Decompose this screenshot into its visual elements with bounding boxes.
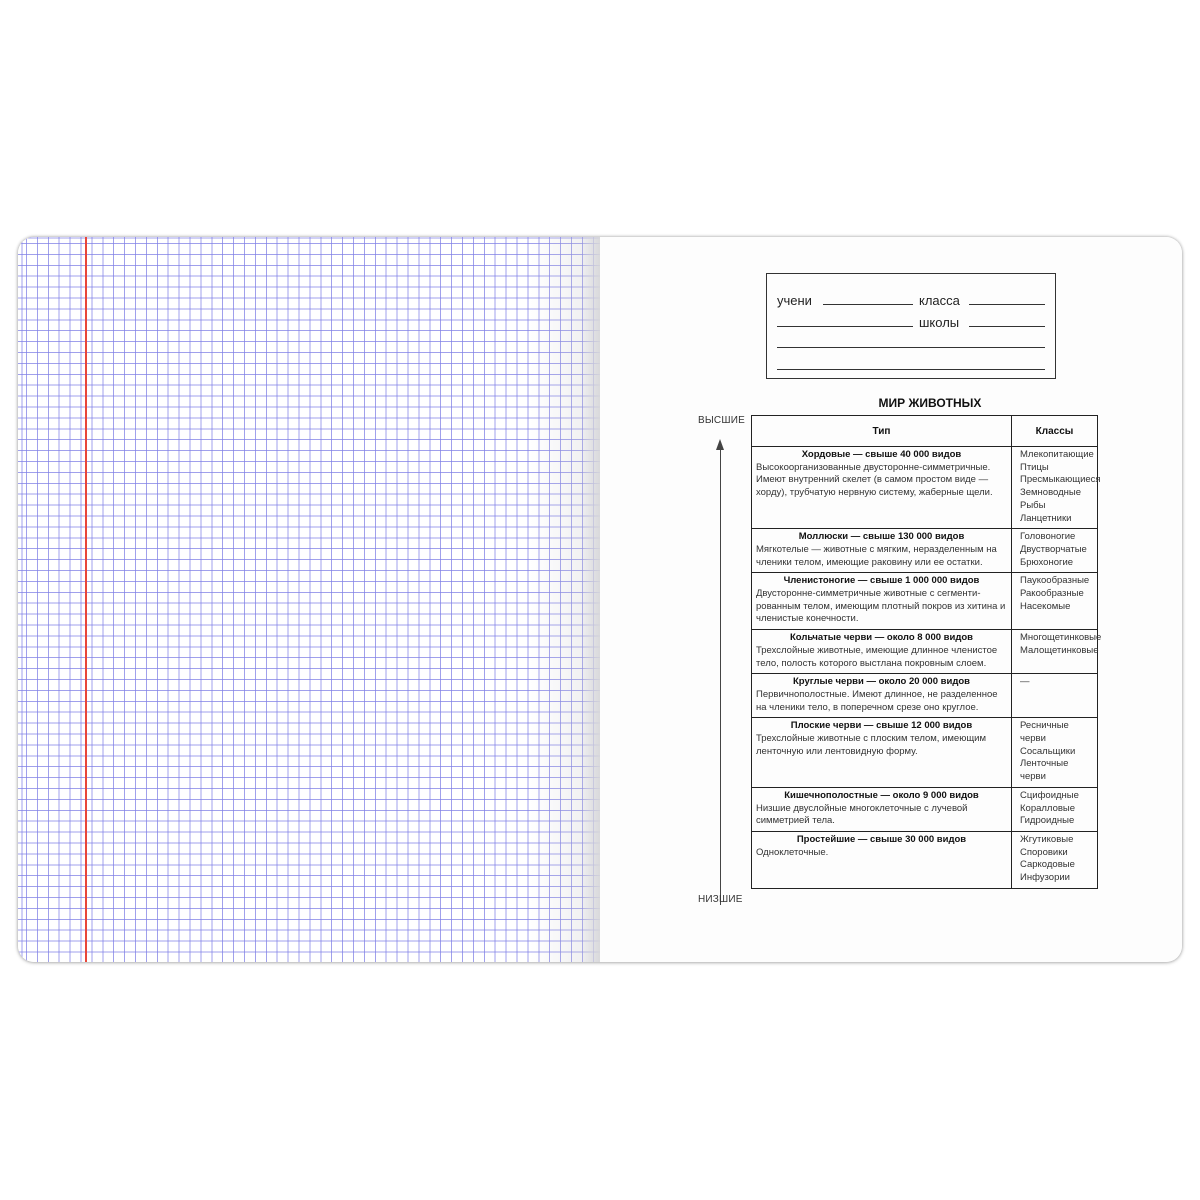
classes-cell [1012, 674, 1098, 718]
type-cell [752, 787, 1012, 831]
student-name-line[interactable] [777, 326, 913, 327]
school-label: школы [919, 315, 960, 330]
classes-cell [1012, 718, 1098, 788]
table-title: МИР ЖИВОТНЫХ [878, 396, 982, 410]
class-item: Рыбы [1020, 499, 1046, 511]
type-description: Трехслойные животные, имеющие длинное членистое тело, полость которого выстлана покровным слоем. [756, 644, 998, 669]
type-cell [752, 529, 1012, 573]
class-item: Птицы [1020, 461, 1049, 473]
table-row [752, 529, 1098, 573]
type-name: Кишечнополостные — около 9 000 видов [784, 789, 979, 801]
student-field-line[interactable] [823, 304, 913, 305]
header-classes: Классы [1012, 416, 1098, 447]
grid-page [18, 237, 600, 962]
type-cell [752, 573, 1012, 630]
evolution-axis [720, 449, 721, 905]
class-item: Ракообразные [1020, 588, 1084, 600]
table-header-row [752, 416, 1098, 447]
classes-cell [1012, 630, 1102, 674]
animals-table [751, 415, 1102, 889]
class-item: Многощетинковые [1020, 632, 1102, 644]
type-cell [752, 718, 1012, 788]
classes-cell [1012, 831, 1098, 888]
notebook-spread [18, 237, 1182, 962]
classes-cell [1012, 787, 1098, 831]
class-item: Споровики [1020, 846, 1068, 858]
class-item: Млекопитающие [1020, 449, 1094, 460]
class-item: Пресмыкающиеся [1020, 474, 1101, 486]
class-item: Ланцетники [1020, 512, 1072, 524]
blank-line-2[interactable] [777, 369, 1045, 370]
class-item: Ленточные черви [1020, 758, 1069, 783]
class-item: Малощетинковые [1020, 644, 1099, 656]
type-description: Первичнополостные. Имеют длинное, не разделенное на членики тело, в поперечном срезе оно круглое. [756, 688, 998, 713]
type-description: Низшие двуслойные многоклеточные с лучевой симметрией тела. [756, 802, 968, 827]
type-name: Хордовые — свыше 40 000 видов [801, 449, 962, 460]
axis-bottom-label: НИЗШИЕ [698, 894, 743, 905]
axis-top-label: ВЫСШИЕ [698, 415, 745, 426]
table-row [752, 674, 1098, 718]
class-item: Жгутиковые [1020, 833, 1074, 845]
class-item: Коралловые [1020, 802, 1076, 814]
class-item: Инфузории [1020, 872, 1070, 884]
type-description: Высокоорганизованные двусторонне-симметричные. Имеют внутренний скелет (в самом простом виде — хорду), трубчатую нервную систему, жаберные щели. [756, 461, 993, 499]
margin-line [85, 237, 87, 962]
type-cell [752, 447, 1012, 529]
type-cell [752, 674, 1012, 718]
page-gutter [583, 237, 600, 962]
classes-cell [1012, 529, 1098, 573]
name-label-box [766, 273, 1056, 379]
type-name: Моллюски — свыше 130 000 видов [798, 531, 965, 543]
type-name: Членистоногие — свыше 1 000 000 видов [783, 575, 980, 587]
student-label: учени [777, 293, 812, 308]
type-name: Плоские черви — свыше 12 000 видов [790, 720, 973, 732]
type-description: Двусторонне-симметричные животные с сегментированным телом, имеющим плотный покров из хитина и членистые конечности. [756, 588, 1006, 625]
class-item: Ресничные черви [1020, 720, 1069, 745]
class-item: Гидроидные [1020, 815, 1075, 827]
classes-cell [1012, 447, 1101, 529]
class-item: Земноводные [1020, 487, 1081, 499]
school-field-line[interactable] [969, 326, 1045, 327]
class-item: — [1020, 676, 1030, 688]
class-item: Сцифоидные [1020, 789, 1079, 801]
type-description: Одноклеточные. [756, 846, 829, 858]
table-row [752, 630, 1098, 674]
class-label: класса [919, 293, 960, 308]
class-item: Сосальщики [1020, 745, 1076, 757]
type-name: Простейшие — свыше 30 000 видов [796, 833, 967, 845]
header-type: Тип [752, 416, 1012, 447]
class-item: Насекомые [1020, 600, 1071, 612]
class-item: Брюхоногие [1020, 556, 1074, 568]
table-body [752, 447, 1102, 889]
blank-line-1[interactable] [777, 347, 1045, 348]
class-item: Саркодовые [1020, 859, 1075, 871]
class-item: Двустворчатые [1020, 543, 1087, 555]
type-name: Круглые черви — около 20 000 видов [792, 676, 970, 688]
type-name: Кольчатые черви — около 8 000 видов [789, 632, 974, 644]
type-description: Трехслойные животные с плоским телом, имеющим ленточную или лентовидную форму. [756, 733, 986, 757]
type-cell [752, 831, 1012, 888]
table-row [752, 787, 1098, 831]
table-row [752, 718, 1098, 788]
table-row [752, 831, 1098, 888]
classes-cell [1012, 573, 1098, 630]
class-field-line[interactable] [969, 304, 1045, 305]
class-item: Паукообразные [1020, 575, 1090, 587]
info-page [600, 237, 1182, 962]
table-row [752, 573, 1098, 630]
type-description: Мягкотелые — животные с мягким, неразделенным на членики телом, имеющие раковину или ее остатки. [756, 543, 997, 568]
class-item: Головоногие [1020, 531, 1076, 543]
type-cell [752, 630, 1012, 674]
table-row [752, 447, 1098, 529]
